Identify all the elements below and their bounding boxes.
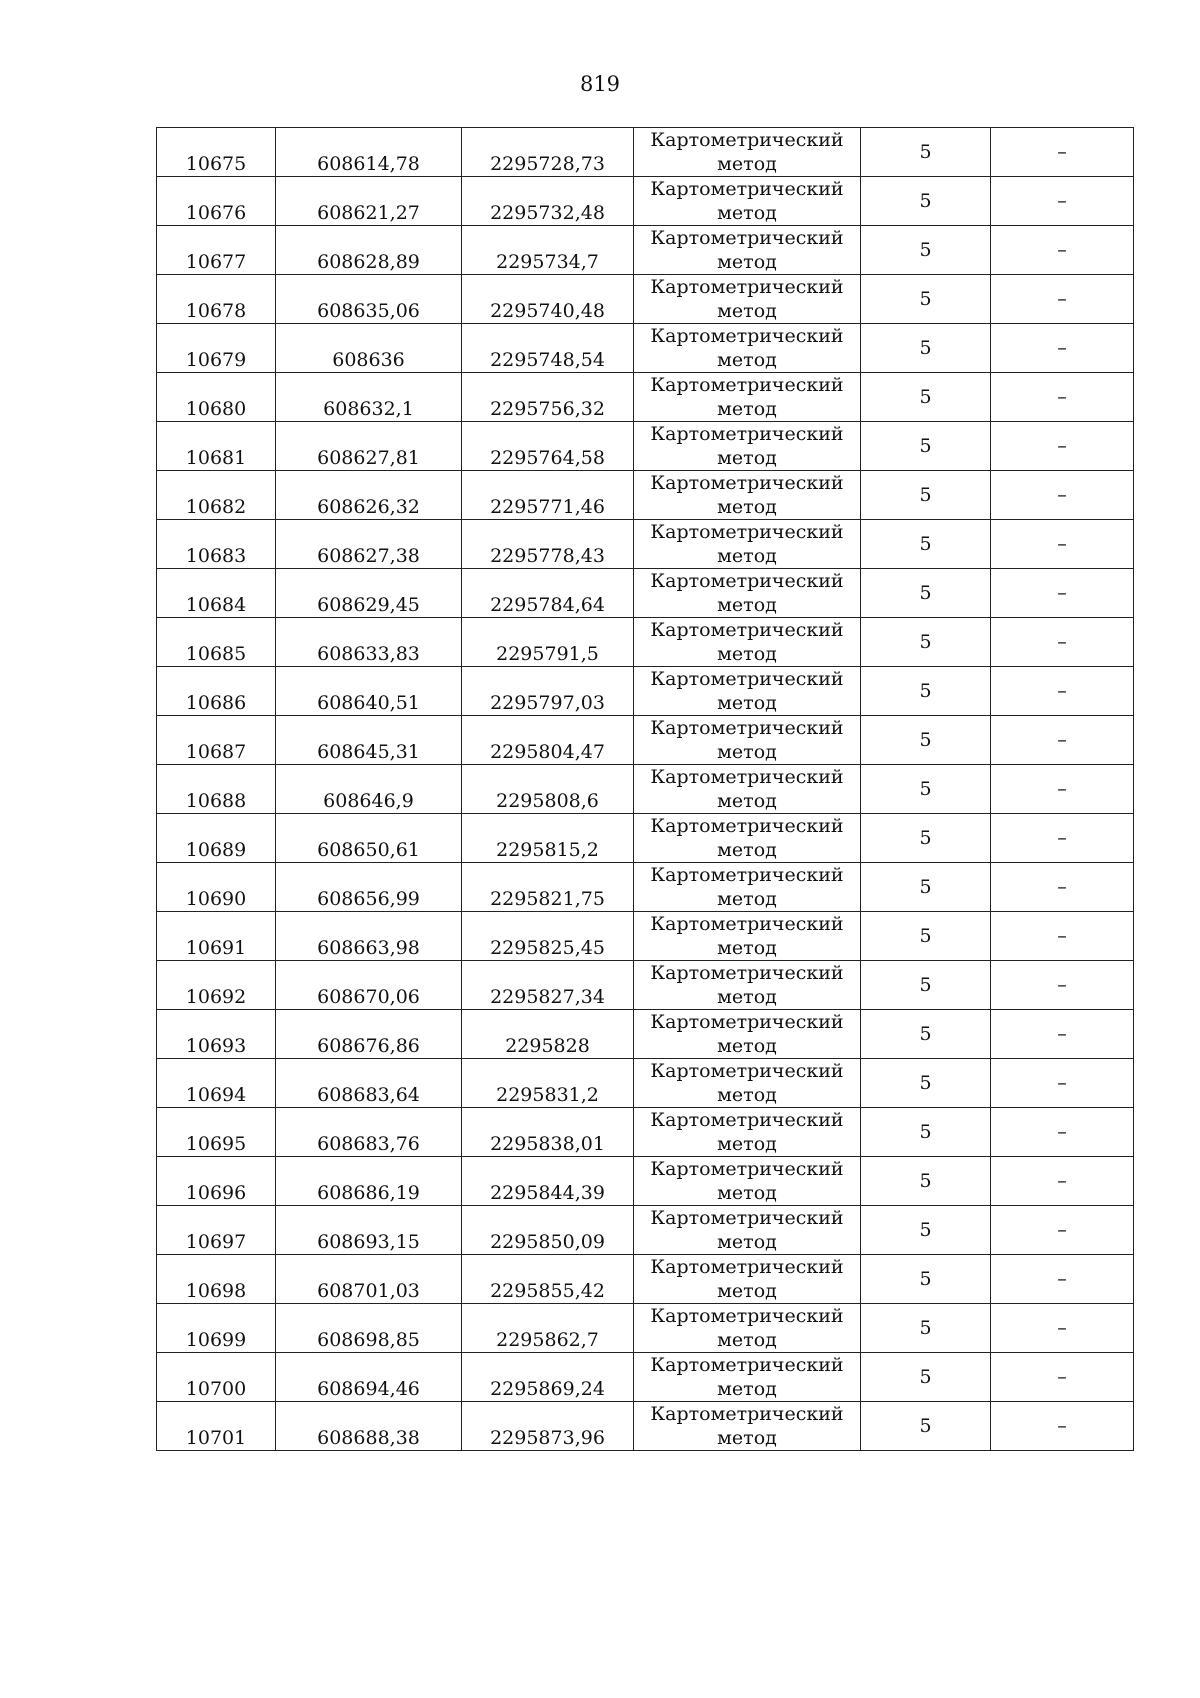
method-cell xyxy=(634,961,861,1010)
note-cell: – xyxy=(991,1108,1134,1157)
method-line-2: метод xyxy=(717,496,777,518)
method-cell xyxy=(634,373,861,422)
x-coordinate-cell: 608645,31 xyxy=(276,716,462,765)
method-line-2: метод xyxy=(717,1084,777,1106)
page-number: 819 xyxy=(579,72,621,96)
accuracy-cell: 5 xyxy=(861,716,991,765)
method-line-1: Картометрический xyxy=(650,913,844,935)
y-coordinate-cell: 2295771,46 xyxy=(462,471,634,520)
method-cell xyxy=(634,128,861,177)
y-coordinate-cell: 2295764,58 xyxy=(462,422,634,471)
method-line-2: метод xyxy=(717,398,777,420)
method-line-2: метод xyxy=(717,790,777,812)
note-cell: – xyxy=(991,569,1134,618)
table-row xyxy=(157,1353,1134,1402)
accuracy-cell: 5 xyxy=(861,373,991,422)
method-line-1: Картометрический xyxy=(650,1305,844,1327)
x-coordinate-cell: 608627,81 xyxy=(276,422,462,471)
method-cell xyxy=(634,422,861,471)
point-number-cell: 10683 xyxy=(157,520,276,569)
y-coordinate-cell: 2295821,75 xyxy=(462,863,634,912)
x-coordinate-cell: 608688,38 xyxy=(276,1402,462,1451)
accuracy-cell: 5 xyxy=(861,520,991,569)
y-coordinate-cell: 2295734,7 xyxy=(462,226,634,275)
x-coordinate-cell: 608614,78 xyxy=(276,128,462,177)
method-cell xyxy=(634,1206,861,1255)
method-line-1: Картометрический xyxy=(650,1158,844,1180)
note-cell: – xyxy=(991,422,1134,471)
table-row xyxy=(157,1157,1134,1206)
note-cell: – xyxy=(991,275,1134,324)
method-cell xyxy=(634,471,861,520)
method-line-2: метод xyxy=(717,1378,777,1400)
accuracy-cell: 5 xyxy=(861,1353,991,1402)
accuracy-cell: 5 xyxy=(861,863,991,912)
x-coordinate-cell: 608701,03 xyxy=(276,1255,462,1304)
note-cell: – xyxy=(991,912,1134,961)
method-line-2: метод xyxy=(717,1182,777,1204)
note-cell: – xyxy=(991,1010,1134,1059)
accuracy-cell: 5 xyxy=(861,814,991,863)
accuracy-cell: 5 xyxy=(861,667,991,716)
x-coordinate-cell: 608663,98 xyxy=(276,912,462,961)
point-number-cell: 10675 xyxy=(157,128,276,177)
x-coordinate-cell: 608628,89 xyxy=(276,226,462,275)
point-number-cell: 10695 xyxy=(157,1108,276,1157)
x-coordinate-cell: 608632,1 xyxy=(276,373,462,422)
method-cell xyxy=(634,912,861,961)
point-number-cell: 10687 xyxy=(157,716,276,765)
point-number-cell: 10692 xyxy=(157,961,276,1010)
y-coordinate-cell: 2295784,64 xyxy=(462,569,634,618)
note-cell: – xyxy=(991,226,1134,275)
method-line-2: метод xyxy=(717,1035,777,1057)
method-cell xyxy=(634,520,861,569)
method-cell xyxy=(634,1402,861,1451)
table-row xyxy=(157,422,1134,471)
x-coordinate-cell: 608650,61 xyxy=(276,814,462,863)
note-cell: – xyxy=(991,128,1134,177)
point-number-cell: 10684 xyxy=(157,569,276,618)
table-row xyxy=(157,177,1134,226)
method-cell xyxy=(634,863,861,912)
method-line-2: метод xyxy=(717,545,777,567)
y-coordinate-cell: 2295804,47 xyxy=(462,716,634,765)
method-line-1: Картометрический xyxy=(650,619,844,641)
x-coordinate-cell: 608646,9 xyxy=(276,765,462,814)
method-line-1: Картометрический xyxy=(650,766,844,788)
method-cell xyxy=(634,814,861,863)
note-cell: – xyxy=(991,716,1134,765)
method-line-1: Картометрический xyxy=(650,325,844,347)
method-line-2: метод xyxy=(717,1133,777,1155)
table-row xyxy=(157,1010,1134,1059)
table-row xyxy=(157,1255,1134,1304)
y-coordinate-cell: 2295756,32 xyxy=(462,373,634,422)
method-cell xyxy=(634,1157,861,1206)
method-line-1: Картометрический xyxy=(650,668,844,690)
table-row xyxy=(157,765,1134,814)
point-number-cell: 10699 xyxy=(157,1304,276,1353)
method-line-2: метод xyxy=(717,251,777,273)
method-line-2: метод xyxy=(717,1329,777,1351)
method-line-2: метод xyxy=(717,643,777,665)
x-coordinate-cell: 608640,51 xyxy=(276,667,462,716)
note-cell: – xyxy=(991,373,1134,422)
method-line-1: Картометрический xyxy=(650,864,844,886)
note-cell: – xyxy=(991,324,1134,373)
note-cell: – xyxy=(991,1353,1134,1402)
method-line-2: метод xyxy=(717,1280,777,1302)
x-coordinate-cell: 608694,46 xyxy=(276,1353,462,1402)
y-coordinate-cell: 2295748,54 xyxy=(462,324,634,373)
note-cell: – xyxy=(991,667,1134,716)
method-line-2: метод xyxy=(717,937,777,959)
table-row xyxy=(157,471,1134,520)
accuracy-cell: 5 xyxy=(861,1304,991,1353)
point-number-cell: 10700 xyxy=(157,1353,276,1402)
table-row xyxy=(157,1059,1134,1108)
method-line-2: метод xyxy=(717,1231,777,1253)
x-coordinate-cell: 608629,45 xyxy=(276,569,462,618)
method-line-2: метод xyxy=(717,839,777,861)
accuracy-cell: 5 xyxy=(861,275,991,324)
method-line-2: метод xyxy=(717,202,777,224)
note-cell: – xyxy=(991,961,1134,1010)
x-coordinate-cell: 608626,32 xyxy=(276,471,462,520)
x-coordinate-cell: 608698,85 xyxy=(276,1304,462,1353)
x-coordinate-cell: 608693,15 xyxy=(276,1206,462,1255)
point-number-cell: 10676 xyxy=(157,177,276,226)
method-line-1: Картометрический xyxy=(650,1354,844,1376)
note-cell: – xyxy=(991,1059,1134,1108)
y-coordinate-cell: 2295728,73 xyxy=(462,128,634,177)
method-cell xyxy=(634,177,861,226)
method-line-1: Картометрический xyxy=(650,1256,844,1278)
method-line-1: Картометрический xyxy=(650,1109,844,1131)
accuracy-cell: 5 xyxy=(861,765,991,814)
method-cell xyxy=(634,1304,861,1353)
method-line-1: Картометрический xyxy=(650,472,844,494)
method-line-2: метод xyxy=(717,300,777,322)
accuracy-cell: 5 xyxy=(861,1402,991,1451)
point-number-cell: 10693 xyxy=(157,1010,276,1059)
y-coordinate-cell: 2295838,01 xyxy=(462,1108,634,1157)
y-coordinate-cell: 2295831,2 xyxy=(462,1059,634,1108)
note-cell: – xyxy=(991,1157,1134,1206)
method-line-1: Картометрический xyxy=(650,129,844,151)
table-row xyxy=(157,1304,1134,1353)
accuracy-cell: 5 xyxy=(861,1010,991,1059)
method-line-2: метод xyxy=(717,1427,777,1449)
accuracy-cell: 5 xyxy=(861,1108,991,1157)
method-line-1: Картометрический xyxy=(650,1011,844,1033)
method-cell xyxy=(634,569,861,618)
table-row xyxy=(157,275,1134,324)
method-line-1: Картометрический xyxy=(650,276,844,298)
x-coordinate-cell: 608636 xyxy=(276,324,462,373)
table-row xyxy=(157,520,1134,569)
method-cell xyxy=(634,1059,861,1108)
table-row xyxy=(157,961,1134,1010)
method-cell xyxy=(634,1353,861,1402)
table-row xyxy=(157,1108,1134,1157)
method-line-1: Картометрический xyxy=(650,1207,844,1229)
table-body xyxy=(157,128,1134,1451)
point-number-cell: 10679 xyxy=(157,324,276,373)
accuracy-cell: 5 xyxy=(861,226,991,275)
accuracy-cell: 5 xyxy=(861,422,991,471)
method-cell xyxy=(634,1255,861,1304)
method-cell xyxy=(634,716,861,765)
note-cell: – xyxy=(991,177,1134,226)
accuracy-cell: 5 xyxy=(861,128,991,177)
point-number-cell: 10694 xyxy=(157,1059,276,1108)
note-cell: – xyxy=(991,471,1134,520)
point-number-cell: 10685 xyxy=(157,618,276,667)
point-number-cell: 10696 xyxy=(157,1157,276,1206)
method-line-1: Картометрический xyxy=(650,815,844,837)
accuracy-cell: 5 xyxy=(861,912,991,961)
x-coordinate-cell: 608676,86 xyxy=(276,1010,462,1059)
point-number-cell: 10688 xyxy=(157,765,276,814)
x-coordinate-cell: 608683,64 xyxy=(276,1059,462,1108)
method-line-1: Картометрический xyxy=(650,423,844,445)
y-coordinate-cell: 2295869,24 xyxy=(462,1353,634,1402)
y-coordinate-cell: 2295825,45 xyxy=(462,912,634,961)
accuracy-cell: 5 xyxy=(861,471,991,520)
point-number-cell: 10681 xyxy=(157,422,276,471)
x-coordinate-cell: 608621,27 xyxy=(276,177,462,226)
coordinates-table xyxy=(156,127,1134,1451)
method-line-2: метод xyxy=(717,692,777,714)
accuracy-cell: 5 xyxy=(861,1255,991,1304)
accuracy-cell: 5 xyxy=(861,618,991,667)
method-cell xyxy=(634,1010,861,1059)
table-row xyxy=(157,324,1134,373)
x-coordinate-cell: 608686,19 xyxy=(276,1157,462,1206)
accuracy-cell: 5 xyxy=(861,177,991,226)
note-cell: – xyxy=(991,765,1134,814)
x-coordinate-cell: 608656,99 xyxy=(276,863,462,912)
x-coordinate-cell: 608633,83 xyxy=(276,618,462,667)
method-line-2: метод xyxy=(717,594,777,616)
method-cell xyxy=(634,618,861,667)
accuracy-cell: 5 xyxy=(861,1206,991,1255)
y-coordinate-cell: 2295862,7 xyxy=(462,1304,634,1353)
point-number-cell: 10682 xyxy=(157,471,276,520)
table-row xyxy=(157,373,1134,422)
x-coordinate-cell: 608627,38 xyxy=(276,520,462,569)
x-coordinate-cell: 608683,76 xyxy=(276,1108,462,1157)
point-number-cell: 10697 xyxy=(157,1206,276,1255)
note-cell: – xyxy=(991,1402,1134,1451)
y-coordinate-cell: 2295850,09 xyxy=(462,1206,634,1255)
note-cell: – xyxy=(991,814,1134,863)
method-line-2: метод xyxy=(717,447,777,469)
table-row xyxy=(157,863,1134,912)
point-number-cell: 10691 xyxy=(157,912,276,961)
method-line-1: Картометрический xyxy=(650,717,844,739)
y-coordinate-cell: 2295844,39 xyxy=(462,1157,634,1206)
method-line-1: Картометрический xyxy=(650,962,844,984)
y-coordinate-cell: 2295778,43 xyxy=(462,520,634,569)
y-coordinate-cell: 2295828 xyxy=(462,1010,634,1059)
note-cell: – xyxy=(991,520,1134,569)
method-line-1: Картометрический xyxy=(650,570,844,592)
y-coordinate-cell: 2295791,5 xyxy=(462,618,634,667)
point-number-cell: 10690 xyxy=(157,863,276,912)
note-cell: – xyxy=(991,1255,1134,1304)
method-line-2: метод xyxy=(717,349,777,371)
x-coordinate-cell: 608635,06 xyxy=(276,275,462,324)
method-line-2: метод xyxy=(717,153,777,175)
table-row xyxy=(157,716,1134,765)
method-cell xyxy=(634,324,861,373)
method-line-1: Картометрический xyxy=(650,227,844,249)
method-cell xyxy=(634,1108,861,1157)
accuracy-cell: 5 xyxy=(861,1059,991,1108)
y-coordinate-cell: 2295873,96 xyxy=(462,1402,634,1451)
point-number-cell: 10680 xyxy=(157,373,276,422)
table-row xyxy=(157,1402,1134,1451)
table-row xyxy=(157,128,1134,177)
note-cell: – xyxy=(991,1304,1134,1353)
method-line-2: метод xyxy=(717,741,777,763)
point-number-cell: 10678 xyxy=(157,275,276,324)
y-coordinate-cell: 2295827,34 xyxy=(462,961,634,1010)
method-line-1: Картометрический xyxy=(650,374,844,396)
point-number-cell: 10701 xyxy=(157,1402,276,1451)
method-line-2: метод xyxy=(717,986,777,1008)
note-cell: – xyxy=(991,863,1134,912)
table-row xyxy=(157,667,1134,716)
accuracy-cell: 5 xyxy=(861,961,991,1010)
accuracy-cell: 5 xyxy=(861,324,991,373)
method-line-2: метод xyxy=(717,888,777,910)
method-line-1: Картометрический xyxy=(650,178,844,200)
y-coordinate-cell: 2295732,48 xyxy=(462,177,634,226)
point-number-cell: 10689 xyxy=(157,814,276,863)
note-cell: – xyxy=(991,618,1134,667)
method-line-1: Картометрический xyxy=(650,521,844,543)
method-line-1: Картометрический xyxy=(650,1060,844,1082)
point-number-cell: 10677 xyxy=(157,226,276,275)
table-row xyxy=(157,1206,1134,1255)
y-coordinate-cell: 2295740,48 xyxy=(462,275,634,324)
method-cell xyxy=(634,667,861,716)
note-cell: – xyxy=(991,1206,1134,1255)
point-number-cell: 10698 xyxy=(157,1255,276,1304)
table-row xyxy=(157,814,1134,863)
y-coordinate-cell: 2295797,03 xyxy=(462,667,634,716)
point-number-cell: 10686 xyxy=(157,667,276,716)
method-cell xyxy=(634,765,861,814)
table-row xyxy=(157,226,1134,275)
table-row xyxy=(157,569,1134,618)
table-row xyxy=(157,618,1134,667)
x-coordinate-cell: 608670,06 xyxy=(276,961,462,1010)
method-cell xyxy=(634,226,861,275)
table-row xyxy=(157,912,1134,961)
y-coordinate-cell: 2295815,2 xyxy=(462,814,634,863)
method-line-1: Картометрический xyxy=(650,1403,844,1425)
y-coordinate-cell: 2295808,6 xyxy=(462,765,634,814)
accuracy-cell: 5 xyxy=(861,1157,991,1206)
y-coordinate-cell: 2295855,42 xyxy=(462,1255,634,1304)
method-cell xyxy=(634,275,861,324)
accuracy-cell: 5 xyxy=(861,569,991,618)
